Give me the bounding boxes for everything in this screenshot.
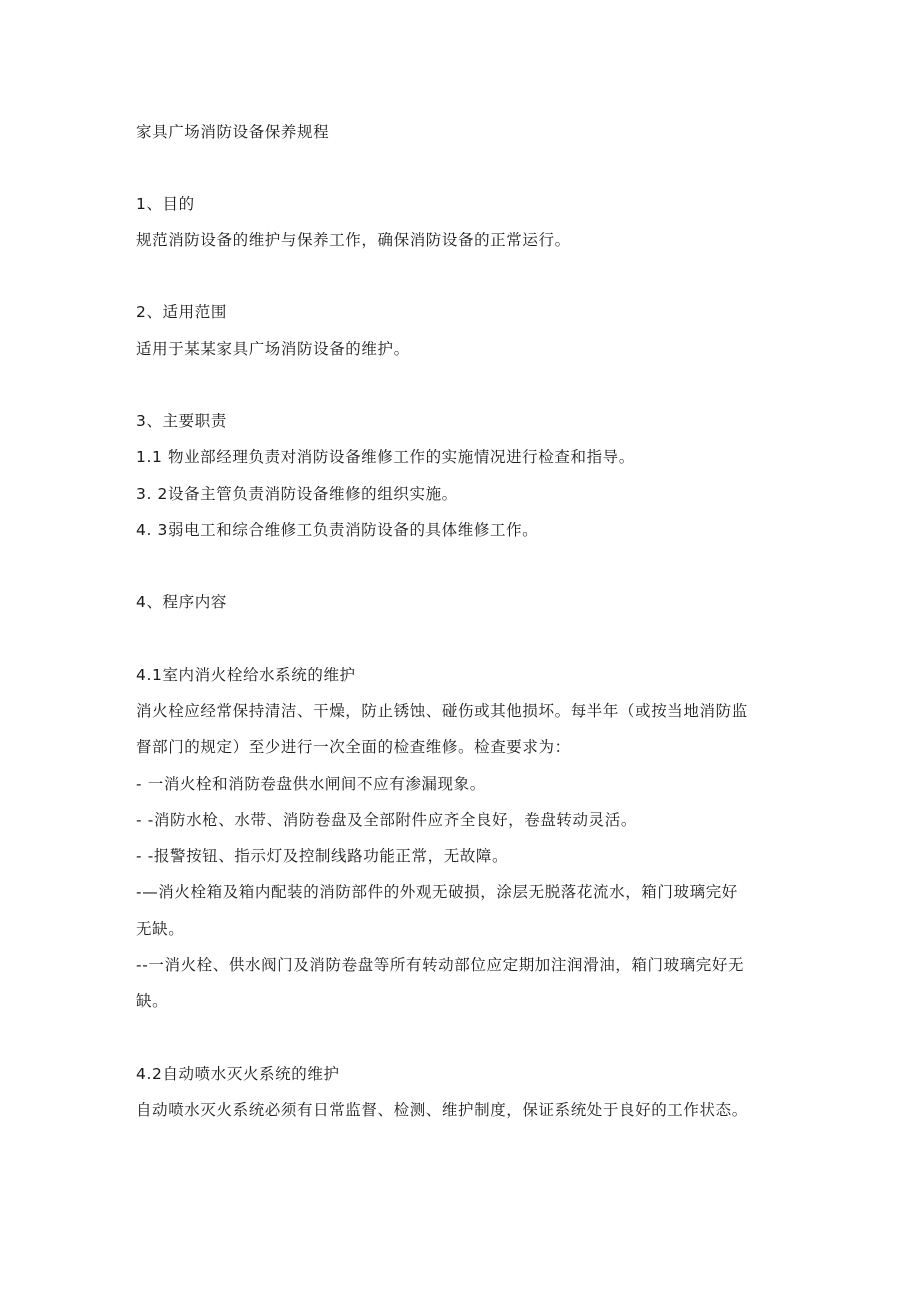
list-item: - 一消火栓和消防卷盘供水闸间不应有渗漏现象。 <box>136 775 486 793</box>
list-item: - -消防水枪、水带、消防卷盘及全部附件应齐全良好，卷盘转动灵活。 <box>136 811 637 829</box>
paragraph-line: 4. 3弱电工和综合维修工负责消防设备的具体维修工作。 <box>136 521 539 539</box>
paragraph-line: 消火栓应经常保持清洁、干燥，防止锈蚀、碰伤或其他损坏。每半年（或按当地消防监 <box>136 702 748 720</box>
section-heading: 1、目的 <box>136 195 195 213</box>
paragraph-line: 规范消防设备的维护与保养工作，确保消防设备的正常运行。 <box>136 231 571 249</box>
paragraph-line: 3. 2设备主管负责消防设备维修的组织实施。 <box>136 485 458 503</box>
section-heading: 4.1室内消火栓给水系统的维护 <box>136 666 356 684</box>
list-item: -—消火栓箱及箱内配装的消防部件的外观无破损，涂层无脱落花流水，箱门玻璃完好 <box>136 883 738 901</box>
paragraph-line: 1.1 物业部经理负责对消防设备维修工作的实施情况进行检查和指导。 <box>136 448 635 466</box>
document-title: 家具广场消防设备保养规程 <box>136 123 330 141</box>
section-heading: 4、程序内容 <box>136 593 227 611</box>
paragraph-line: 自动喷水灭火系统必须有日常监督、检测、维护制度，保证系统处于良好的工作状态。 <box>136 1101 748 1119</box>
section-heading: 3、主要职责 <box>136 412 227 430</box>
list-item-continuation: 无缺。 <box>136 920 185 938</box>
list-item-continuation: 缺。 <box>136 992 169 1010</box>
list-item: --一消火栓、供水阀门及消防卷盘等所有转动部位应定期加注润滑油，箱门玻璃完好无 <box>136 956 745 974</box>
paragraph-line: 适用于某某家具广场消防设备的维护。 <box>136 340 410 358</box>
section-heading: 4.2自动喷水灭火系统的维护 <box>136 1065 340 1083</box>
list-item: - -报警按钮、指示灯及控制线路功能正常，无故障。 <box>136 847 509 865</box>
paragraph-line: 督部门的规定）至少进行一次全面的检查维修。检查要求为： <box>136 738 571 756</box>
section-heading: 2、适用范围 <box>136 303 227 321</box>
